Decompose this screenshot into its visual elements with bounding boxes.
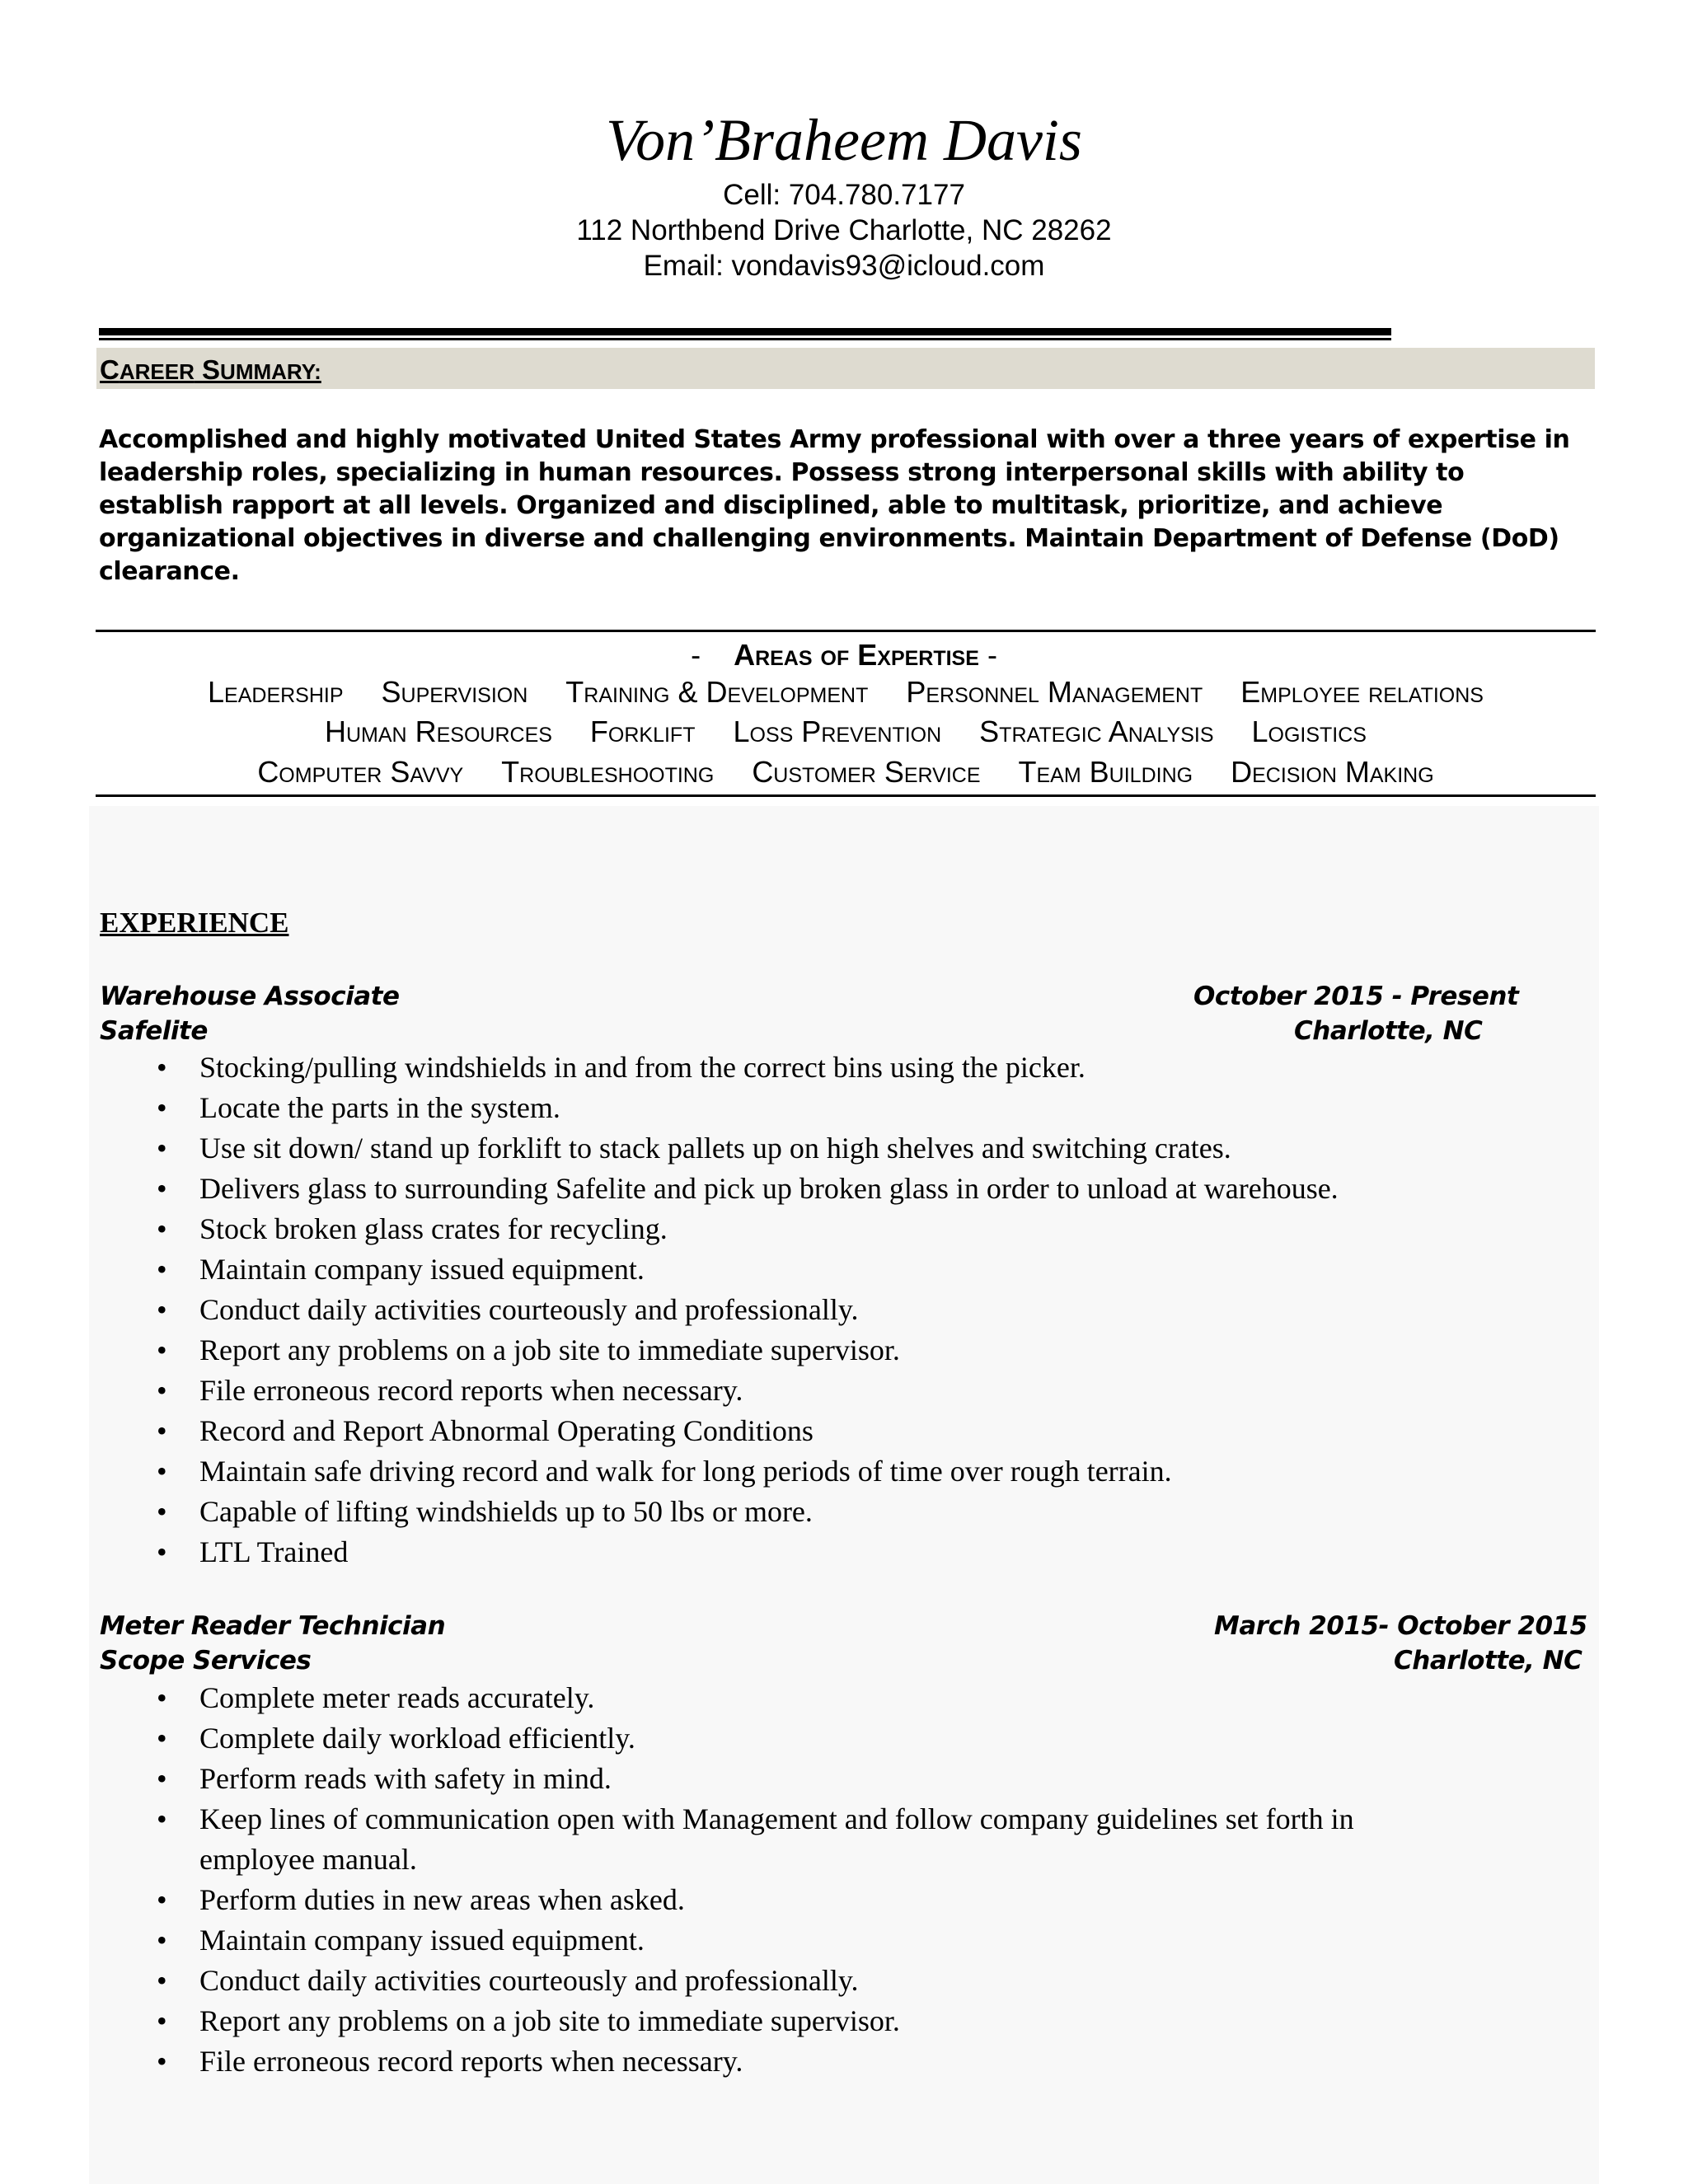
applicant-name: Von’Braheem Davis	[606, 107, 1082, 173]
list-item: • Stocking/pulling windshields in and from the correct bins using the picker.	[157, 1051, 1085, 1084]
job-title: Warehouse Associate	[100, 982, 400, 1011]
skill-item: Logistics	[1251, 715, 1367, 748]
list-item: • Conduct daily activities courteously and professionally.	[157, 1964, 859, 1997]
list-item: • Delivers glass to surrounding Safelite and pick up broken glass in order to unload at warehouse.	[157, 1172, 1339, 1205]
skill-item: Forklift	[589, 715, 696, 748]
email: Email: vondavis93@icloud.com	[643, 250, 1045, 282]
expertise-row-2	[96, 714, 1596, 750]
skill-item: Supervision	[381, 675, 528, 709]
skill-item: Computer Savvy	[257, 755, 464, 789]
job-location: Charlotte, NC	[1394, 1646, 1582, 1675]
resume-header	[0, 103, 1688, 284]
summary-line: leadership roles, specializing in human resources. Possess strong interpersonal skills with ability to	[99, 458, 1465, 487]
job-title: Meter Reader Technician	[100, 1611, 446, 1641]
skill-item: Human Resources	[325, 715, 552, 748]
address: 112 Northbend Drive Charlotte, NC 28262	[576, 214, 1112, 246]
skill-item: Customer Service	[752, 755, 981, 789]
list-item: • Use sit down/ stand up forklift to stack pallets up on high shelves and switching crates.	[157, 1132, 1231, 1165]
list-item: • File erroneous record reports when necessary.	[157, 1374, 743, 1407]
job-dates: October 2015 - Present	[1193, 982, 1519, 1011]
list-item: • Maintain company issued equipment.	[157, 1253, 645, 1286]
skill-item: Loss Prevention	[733, 715, 942, 748]
expertise-row-1	[96, 674, 1596, 710]
summary-line: clearance.	[99, 557, 240, 586]
list-item: • Maintain company issued equipment.	[157, 1924, 645, 1957]
skill-item: Troubleshooting	[501, 755, 715, 789]
career-summary-text	[99, 424, 1595, 588]
summary-line: organizational objectives in diverse and challenging environments. Maintain Department of Defense (DoD)	[99, 524, 1559, 553]
list-item: • Locate the parts in the system.	[157, 1091, 560, 1124]
skill-item: Strategic Analysis	[979, 715, 1214, 748]
skill-item: Training & Development	[565, 675, 869, 709]
skill-item: Personnel Management	[906, 675, 1203, 709]
list-item: • Maintain safe driving record and walk for long periods of time over rough terrain.	[157, 1455, 1172, 1488]
skill-item: Leadership	[208, 675, 344, 709]
list-item: • Record and Report Abnormal Operating Conditions	[157, 1414, 814, 1447]
skill-item: Decision Making	[1231, 755, 1434, 789]
expertise-rule-top	[96, 630, 1596, 632]
list-item: • Stock broken glass crates for recycling.	[157, 1212, 668, 1245]
job-org: Safelite	[100, 1016, 208, 1046]
cell-phone: Cell: 704.780.7177	[723, 179, 965, 211]
list-item: • Report any problems on a job site to immediate supervisor.	[157, 2004, 900, 2037]
areas-of-expertise-title: - Areas of Expertise -	[691, 638, 997, 672]
list-item: • Keep lines of communication open with Management and follow company guidelines set forth in employee manual.	[157, 1802, 1354, 1876]
list-item: • File erroneous record reports when necessary.	[157, 2045, 743, 2078]
job-dates: March 2015- October 2015	[1214, 1611, 1587, 1641]
job-duties-list	[152, 1678, 1537, 2082]
list-item: • Complete meter reads accurately.	[157, 1681, 595, 1714]
header-divider-thick	[99, 328, 1391, 335]
job-duties-list	[152, 1047, 1537, 1572]
header-divider-thin	[99, 338, 1391, 340]
list-item: • Complete daily workload efficiently.	[157, 1722, 635, 1755]
expertise-row-3	[96, 754, 1596, 790]
job-org: Scope Services	[100, 1646, 312, 1675]
experience-title: EXPERIENCE	[100, 907, 289, 939]
list-item: • Conduct daily activities courteously and professionally.	[157, 1293, 859, 1326]
list-item: • Capable of lifting windshields up to 50 lbs or more.	[157, 1495, 813, 1528]
summary-line: Accomplished and highly motivated United States Army professional with over a three years of expertise in	[99, 425, 1570, 454]
skill-item: Employee relations	[1240, 675, 1484, 709]
expertise-rule-bottom	[96, 794, 1596, 797]
skill-item: Team Building	[1018, 755, 1193, 789]
summary-line: establish rapport at all levels. Organized and disciplined, able to multitask, prioritize, and achieve	[99, 491, 1443, 520]
job-location: Charlotte, NC	[1294, 1016, 1483, 1046]
list-item: • Perform duties in new areas when asked.	[157, 1883, 685, 1916]
list-item: • Report any problems on a job site to immediate supervisor.	[157, 1333, 900, 1366]
list-item: • LTL Trained	[157, 1535, 349, 1568]
list-item: • Perform reads with safety in mind.	[157, 1762, 612, 1795]
career-summary-title: CAREER SUMMARY:	[100, 354, 321, 385]
